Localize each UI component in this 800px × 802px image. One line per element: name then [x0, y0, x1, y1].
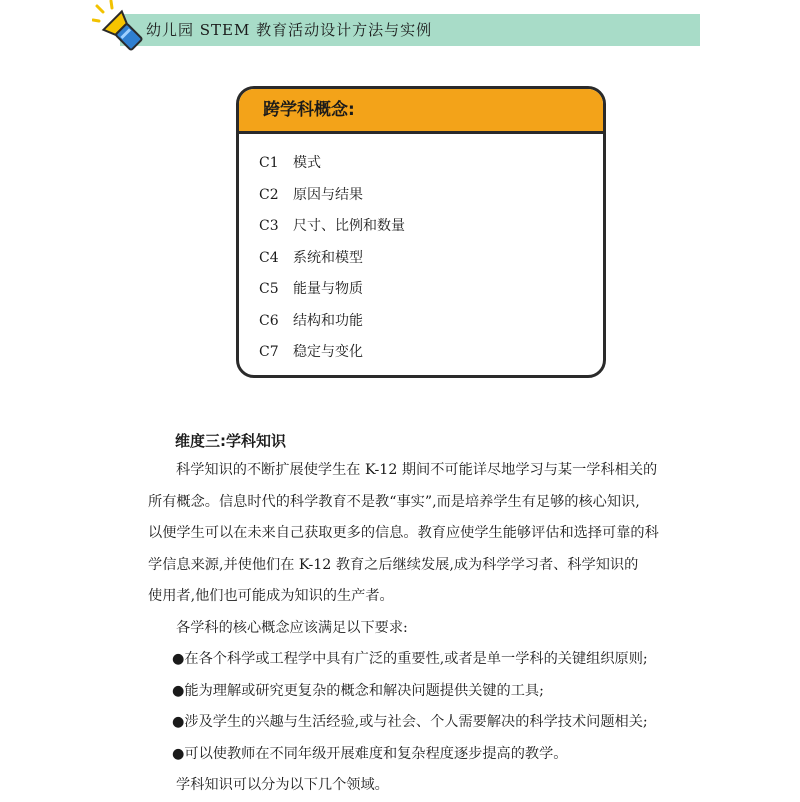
- concept-label: 原因与结果: [293, 186, 363, 203]
- concept-code: C2: [259, 186, 279, 203]
- concept-item: [259, 211, 603, 243]
- paragraph: 学科知识可以分为以下几个领域。: [176, 777, 389, 793]
- crosscutting-concepts-box: [236, 86, 606, 378]
- bullet-item: ●涉及学生的兴趣与生活经验,或与社会、个人需要解决的科学技术问题相关;: [172, 714, 648, 730]
- concept-code: C4: [259, 249, 279, 266]
- concept-label: 能量与物质: [293, 281, 363, 297]
- running-header: [120, 14, 700, 46]
- concept-code: C6: [259, 312, 279, 329]
- paragraph-line: 所有概念。信息时代的科学教育不是教“事实”,而是培养学生有足够的核心知识,: [148, 493, 640, 510]
- concept-item: [259, 337, 603, 369]
- paragraph-line: 学信息来源,并使他们在 K-12 教育之后继续发展,成为科学学习者、科学知识的: [148, 556, 639, 573]
- concept-code: C3: [259, 218, 279, 234]
- concepts-list: [239, 134, 603, 369]
- concept-item: [259, 306, 603, 338]
- body-text: [148, 455, 708, 802]
- flashlight-icon: [92, 0, 146, 54]
- bullet-item: ●在各个科学或工程学中具有广泛的重要性,或者是单一学科的关键组织原则;: [172, 651, 648, 667]
- concept-code: C7: [259, 344, 279, 360]
- concept-label: 尺寸、比例和数量: [293, 218, 405, 234]
- concept-label: 稳定与变化: [293, 344, 363, 360]
- concepts-header: [239, 89, 603, 134]
- concept-label: 模式: [293, 155, 321, 171]
- concept-code: C1: [259, 155, 279, 171]
- section-title: 维度三:学科知识: [175, 432, 286, 450]
- paragraph-line: 使用者,他们也可能成为知识的生产者。: [148, 588, 394, 604]
- paragraph: 各学科的核心概念应该满足以下要求:: [176, 619, 408, 636]
- concept-item: [259, 274, 603, 306]
- concepts-heading: 跨学科概念:: [263, 100, 355, 120]
- concept-item: [259, 148, 603, 180]
- concept-code: C5: [259, 281, 279, 297]
- concept-label: 系统和模型: [293, 249, 363, 266]
- concept-item: [259, 180, 603, 212]
- paragraph-line: 以便学生可以在未来自己获取更多的信息。教育应使学生能够评估和选择可靠的科: [148, 525, 659, 541]
- bullet-item: ●可以使教师在不同年级开展难度和复杂程度逐步提高的教学。: [172, 745, 568, 762]
- concept-item: [259, 243, 603, 275]
- concept-label: 结构和功能: [293, 312, 363, 329]
- paragraph-line: 科学知识的不断扩展使学生在 K-12 期间不可能详尽地学习与某一学科相关的: [176, 462, 658, 478]
- bullet-item: ●能为理解或研究更复杂的概念和解决问题提供关键的工具;: [172, 682, 544, 699]
- header-title: 幼儿园 STEM 教育活动设计方法与实例: [146, 21, 433, 39]
